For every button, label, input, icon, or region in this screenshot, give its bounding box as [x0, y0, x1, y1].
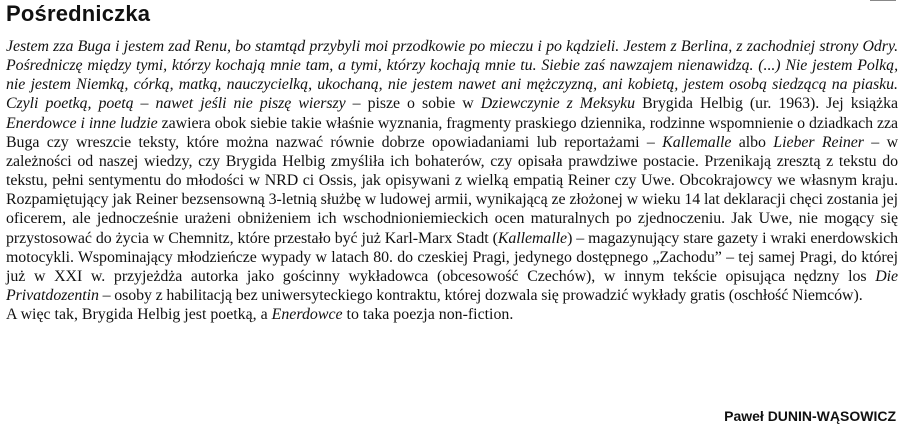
body-segment-7: – osoby z habilitacją bez uniwersyteckiego kontraktu, której dozwala się prowadzić wykłady gratis (oschłość Niemców). [98, 287, 863, 305]
body-segment-5: – w zależności od naszej wiedzy, czy Brygida Helbig zmyśliła ich bohaterów, czy opisała prawdziwe postacie. Przenikają zresztą z tekstu do tekstu, pełni sentymentu do młodości w NRD ci Ossis, jak opisywani z wielką empatią Reiner czy Uwe. Obcokrajowcy we własnym kraju. Rozpamiętujący jak Reiner bezsensowną 3-letnią służbę w ludowej armii, wynikającą ze złożonej w wieku 14 lat deklaracji chęci zostania jej oficerem, ale jednocześnie urażeni obniżeniem ich wschodnioniemieckich ocen maturalnych po zjednoczeniu. Jak Uwe, nie mogący się przystosować do życia w Chemnitz, które przestało być już Karl-Marx Stadt ( [6, 133, 898, 247]
body-segment-3: zawiera obok siebie takie właśnie wyznania, fragmenty praskiego dziennika, rodzinne wspomnienie o dziadkach zza Buga czy wreszcie teksty, które można nazwać równie dobrze opowiadaniami lub reportażami – [6, 114, 898, 151]
story-title-lieber-reiner: Lieber Reiner [773, 133, 864, 151]
author-quote: Jestem zza Buga i jestem zad Renu, bo stamtąd przybyli moi przodkowie po mieczu i po kądzieli. Jestem z Berlina, z zachodniej strony Odry. Pośredniczę między tymi, którzy kochają mnie tam, a tymi, którzy kochają mnie tu. Siebie zaś nawzajem nienawidzą. (...) Nie jestem Polką, nie jestem Niemką, córką, matką, nauczycielką, ukochaną, nie jestem nawet ani mężczyzną, ani kobietą, jestem osobą siedzącą na piasku. Czyli poetką, poetą – nawet jeśli nie piszę wierszy [6, 38, 898, 113]
body-segment-4: albo [731, 133, 774, 151]
book-title-dziewczyna: Dziewczynie z Meksyku [480, 95, 636, 113]
article-title: Pośredniczka [6, 1, 151, 26]
body-segment-6: ) – magazynujący stare gazety i wraki enerdowskich motocykli. Wspominający młodzieńcze wypady w latach 80. do czeskiej Pragi, jedynego dostępnego „Zachodu” – tej samej Pragi, do której już w XXI w. przyjeżdża autorka jako gościnny wykładowca (obcesowość Czechów), w innym tekście opisująca nędzny los [6, 229, 898, 285]
author-signature: Paweł DUNIN-WĄSOWICZ [724, 408, 896, 424]
closing-part-2: to taka poezja non-fiction. [342, 306, 514, 324]
body-segment-1: – pisze o sobie w [345, 95, 481, 113]
story-title-privatdozentin: Die Privatdozentin [6, 267, 898, 305]
body-segment-2: Brygida Helbig (ur. 1963). Jej książka [635, 95, 898, 113]
story-title-kallemalle-2: Kallemalle [497, 229, 568, 247]
closing-part-1: A więc tak, Brygida Helbig jest poetką, a [6, 306, 272, 324]
closing-sentence [6, 305, 898, 324]
story-title-kallemalle: Kallemalle [662, 133, 732, 151]
book-title-enerdowce: Enerdowce i inne ludzie [6, 114, 158, 132]
corner-rule [870, 0, 896, 1]
closing-book-title: Enerdowce [271, 306, 343, 324]
article-body [6, 37, 898, 305]
